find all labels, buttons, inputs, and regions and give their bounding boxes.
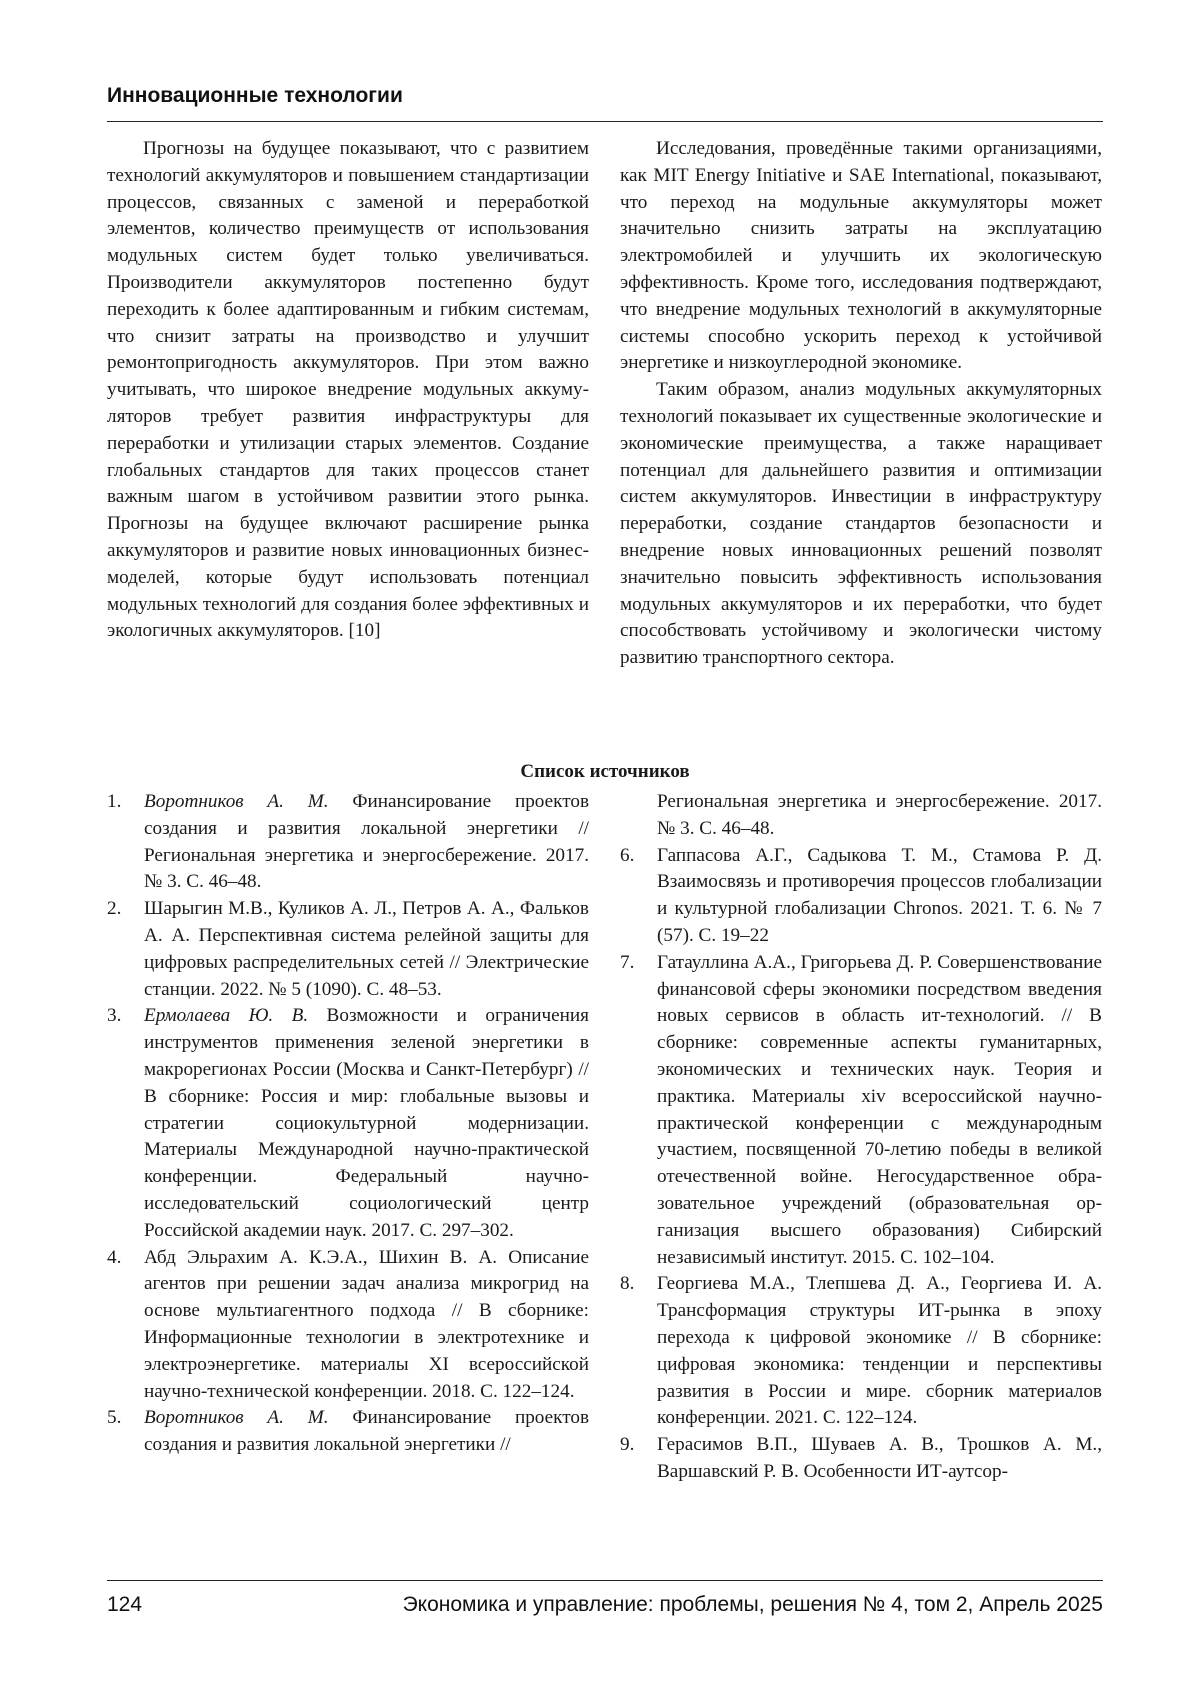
reference-author: Воротников А. М. bbox=[144, 791, 329, 812]
section-header: Инновационные технологии bbox=[107, 84, 403, 107]
reference-number: 6. bbox=[620, 844, 635, 866]
body-column-right bbox=[620, 136, 1102, 672]
reference-text: Георгиева М.А., Тлепшева Д. А., Георгиева И. А. Трансформация структуры ИТ-рынка в эпоху перехода к цифровой экономике // В сборнике: цифровая экономика: тенденции и перспективы развития в России и мире. сборник материалов конференции. 2021. С. 122–124. bbox=[657, 1273, 1102, 1429]
footer-rule bbox=[107, 1580, 1103, 1581]
reference-number: 9. bbox=[620, 1434, 635, 1456]
reference-number: 4. bbox=[107, 1246, 122, 1268]
reference-text: Возможности и ограничения инструментов применения зеленой энергетики в макрорегионах России (Москва и Санкт-Петербург) // В сборнике: Россия и мир: глобальные вызовы и стратегии социокультурной модернизации. Материалы Международной научно-практической конференции. Федеральный научно-исследовательский социологический центр Российской академии наук. 2017. С. 297–302. bbox=[144, 1005, 589, 1241]
reference-item bbox=[620, 843, 1102, 950]
reference-item bbox=[107, 1003, 589, 1244]
references-title: Список источников bbox=[520, 761, 690, 782]
reference-author: Воротников А. М. bbox=[144, 1407, 329, 1429]
body-column-left bbox=[107, 136, 589, 645]
reference-text: Герасимов В.П., Шуваев А. В., Трошков А. М., Варшавский Р. В. Особенности ИТ-аутсор- bbox=[657, 1434, 1102, 1482]
reference-item bbox=[107, 1405, 589, 1459]
reference-number: 3. bbox=[107, 1005, 122, 1027]
paragraph: Прогнозы на будущее показывают, что с развитием технологий аккумуляторов и повышением стандартизации процессов, связанных с заменой и переработкой элементов, количество преимуществ от использования модульных систем будет только увеличиваться. Производители аккумуляторов постепенно будут переходить к более адаптированным и гибким системам, что снизит затраты на производство и улучшит ремонтопригодность аккумуляторов. При этом важно учитывать, что широкое внедрение модульных аккумуляторов требует развития инфраструктуры для переработки и утилизации старых элементов. Создание глобальных стандартов для таких процессов станет важным шагом в устойчивом развитии этого рынка. Прогнозы на будущее включают расширение рынка аккумуляторов и развитие новых инновационных бизнес-моделей, которые будут использовать потенциал модульных технологий для создания более эффективных и экологичных аккумуляторов. [10] bbox=[107, 138, 589, 642]
reference-author: Ермолаева Ю. В. bbox=[144, 1005, 309, 1027]
journal-title: Экономика и управление: проблемы, решения № 4, том 2, Апрель 2025 bbox=[402, 1593, 1103, 1616]
reference-number: 5. bbox=[107, 1407, 122, 1429]
reference-text: Финансирование проектов создания и развития локальной энергетики // bbox=[144, 1407, 590, 1456]
references-column-right bbox=[620, 789, 1102, 1486]
reference-text: Гатауллина А.А., Григорьева Д. Р. Совершенствование финансовой сферы экономики посредством введения новых сервисов в область ит-технологий. // В сборнике: современные аспекты гуманитарных, экономических и технических наук. Теория и практика. Материалы xiv всероссийской научно-практической конференции с международным участием, посвященной 70-летию победы в великой отечественной войне. Негосударственное образовательное учреждений (образовательная организация высшего образования) Сибирский независимый институт. 2015. С. 102–104. bbox=[657, 951, 1102, 1268]
reference-text: Финансирование проектов создания и развития локальной энергетики // Региональная энергетика и энергосбережение. 2017. № 3. С. 46–48. bbox=[144, 791, 590, 893]
reference-continuation: Региональная энергетика и энергосбережение. 2017. № 3. С. 46–48. bbox=[657, 791, 1102, 839]
reference-number: 2. bbox=[107, 898, 122, 920]
references-column-left bbox=[107, 789, 589, 1459]
header-rule bbox=[107, 121, 1103, 122]
paragraph: Исследования, проведённые такими организациями, как MIT Energy Initiative и SAE International, показывают, что переход на модульные аккумуляторы может значительно снизить затраты на эксплуатацию электромобилей и улучшить их экологическую эффективность. Кроме того, исследования подтверждают, что внедрение модульных технологий в аккумуляторные системы способно ускорить переход к устойчивой энергетике и низкоуглеродной экономике. bbox=[620, 138, 1102, 374]
reference-text: Шарыгин М.В., Куликов А. Л., Петров А. А., Фальков А. А. Перспективная система релейной защиты для цифровых распределительных сетей // Электрические станции. 2022. № 5 (1090). С. 48–53. bbox=[144, 898, 589, 1000]
reference-item bbox=[107, 1245, 589, 1406]
reference-number: 1. bbox=[107, 791, 122, 812]
paragraph: Таким образом, анализ модульных аккумуляторных технологий показывает их существенные экологические и экономические преимущества, а также наращивает потенциал для дальнейшего развития и оптимизации систем аккумуляторов. Инвестиции в инфраструктуру переработки, создание стандартов безопасности и внедрение новых инновационных решений позволят значительно повысить эффективность использования модульных аккумуляторов и их переработки, что будет способствовать устойчивому и экологически чистому развитию транспортного сектора. bbox=[620, 379, 1102, 669]
reference-text: Гаппасова А.Г., Садыкова Т. М., Стамова Р. Д. Взаимосвязь и противоречия процессов глобализации и культурной глобализации Chronos. 2021. Т. 6. № 7 (57). С. 19–22 bbox=[657, 844, 1102, 946]
reference-item bbox=[107, 789, 589, 896]
page-number: 124 bbox=[107, 1593, 143, 1616]
reference-number: 8. bbox=[620, 1273, 635, 1295]
reference-item bbox=[620, 950, 1102, 1272]
reference-item bbox=[620, 1271, 1102, 1432]
reference-item bbox=[107, 896, 589, 1003]
reference-text: Абд Эльрахим А. К.Э.А., Шихин В. А. Описание агентов при решении задач анализа микрогрид на основе мультиагентного подхода // В сборнике: Информационные технологии в электротехнике и электроэнергетике. материалы XI всероссийской научно-технической конференции. 2018. С. 122–124. bbox=[144, 1246, 589, 1402]
reference-item bbox=[620, 1432, 1102, 1486]
reference-number: 7. bbox=[620, 951, 635, 973]
